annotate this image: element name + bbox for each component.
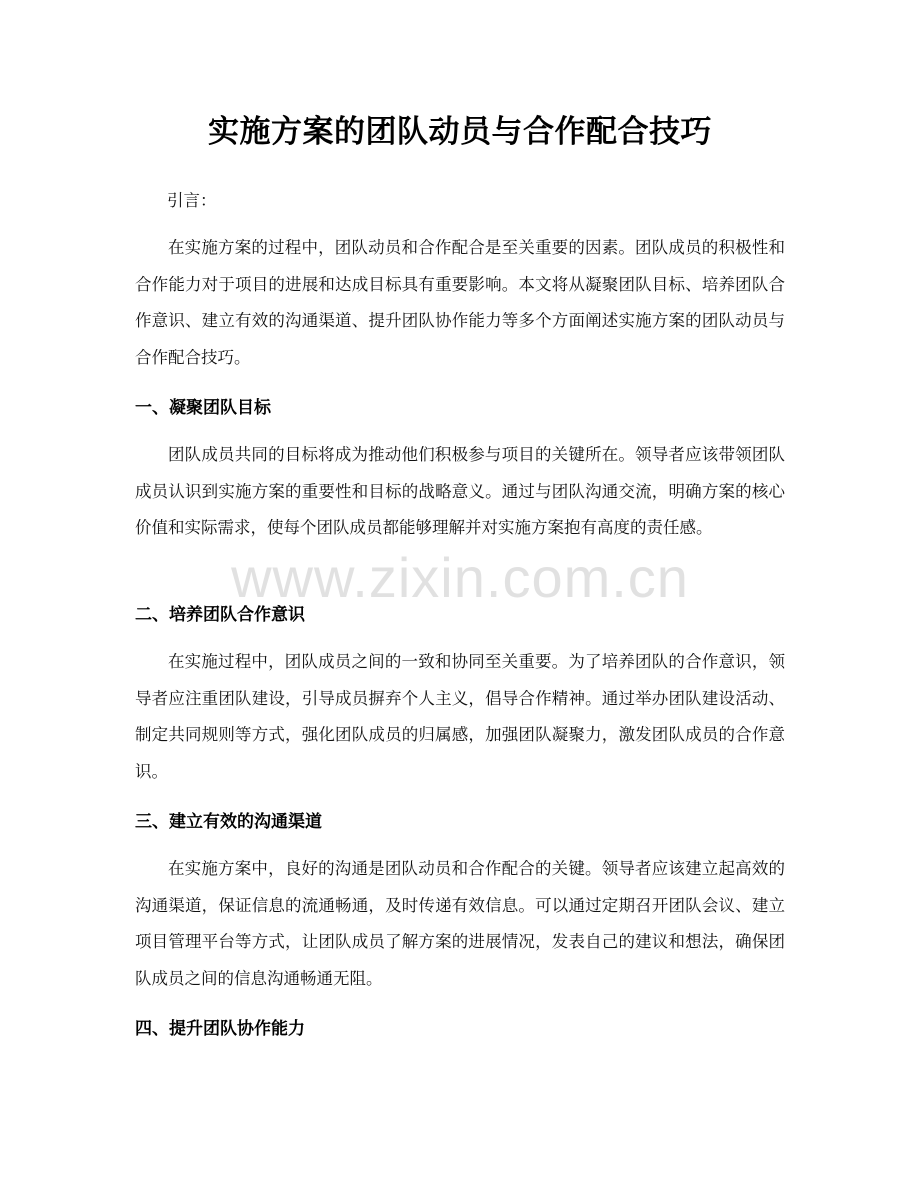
section-heading-3: 三、建立有效的沟通渠道 bbox=[135, 812, 322, 832]
watermark-text: www.zixin.com.cn bbox=[231, 546, 689, 609]
intro-label: 引言： bbox=[167, 191, 217, 210]
section-paragraph-2: 在实施过程中，团队成员之间的一致和协同至关重要。为了培养团队的合作意识，领导者应注重团队建设，引导成员摒弃个人主义，倡导合作精神。通过举办团队建设活动、制定共同规则等方式，强化团队成员的归属感，加强团队凝聚力，激发团队成员的合作意识。 bbox=[135, 652, 785, 781]
section-heading-4: 四、提升团队协作能力 bbox=[135, 1019, 305, 1039]
section-heading-1: 一、凝聚团队目标 bbox=[135, 398, 271, 418]
section-paragraph-3: 在实施方案中，良好的沟通是团队动员和合作配合的关键。领导者应该建立起高效的沟通渠道，保证信息的流通畅通，及时传递有效信息。可以通过定期召开团队会议、建立项目管理平台等方式，让团队成员了解方案的进展情况，发表自己的建议和想法，确保团队成员之间的信息沟通畅通无阻。 bbox=[135, 859, 785, 988]
intro-paragraph: 在实施方案的过程中，团队动员和合作配合是至关重要的因素。团队成员的积极性和合作能力对于项目的进展和达成目标具有重要影响。本文将从凝聚团队目标、培养团队合作意识、建立有效的沟通渠道、提升团队协作能力等多个方面阐述实施方案的团队动员与合作配合技巧。 bbox=[135, 238, 785, 367]
section-paragraph-1: 团队成员共同的目标将成为推动他们积极参与项目的关键所在。领导者应该带领团队成员认识到实施方案的重要性和目标的战略意义。通过与团队沟通交流，明确方案的核心价值和实际需求，使每个团队成员都能够理解并对实施方案抱有高度的责任感。 bbox=[135, 445, 785, 537]
document-title: 实施方案的团队动员与合作配合技巧 bbox=[208, 114, 712, 150]
section-heading-2: 二、培养团队合作意识 bbox=[135, 605, 305, 625]
